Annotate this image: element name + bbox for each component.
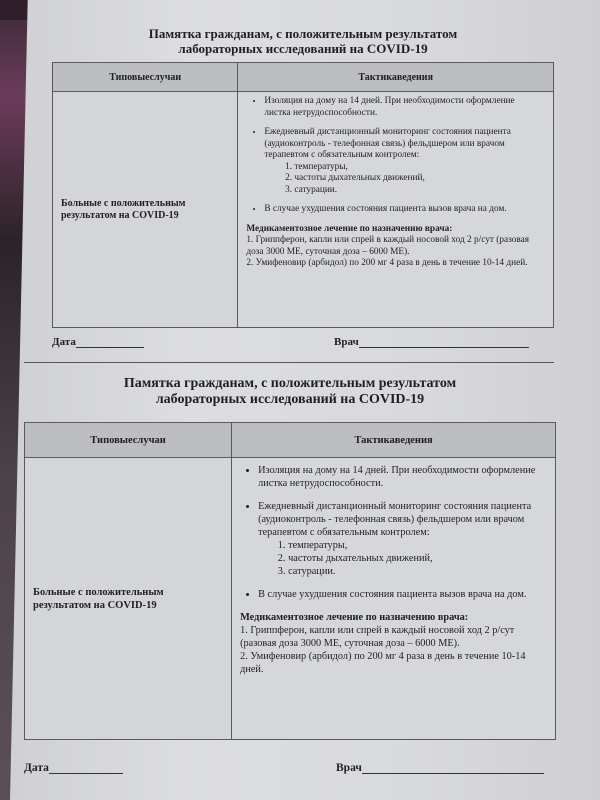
date-label: Дата xyxy=(24,762,49,774)
signature-row xyxy=(24,762,556,782)
tactic-worsening: • В случае ухудшения состояния пациента вызов врача на дом. xyxy=(258,588,545,601)
table-header-row xyxy=(53,63,554,92)
param-item: 2. частоты дыхательных движений, xyxy=(288,552,545,565)
header-case: Типовыеслучаи xyxy=(53,63,238,92)
monitoring-params xyxy=(258,539,545,578)
header-tactics: Тактикаведения xyxy=(238,63,554,92)
table-row xyxy=(53,92,554,328)
memo-title-line1: Памятка гражданам, с положительным результатом xyxy=(148,26,458,41)
case-cell: Больные с положительным результатом на COVID-19 xyxy=(53,92,238,328)
table-row xyxy=(25,458,556,740)
header-case: Типовыеслучаи xyxy=(25,423,232,458)
table-header-row xyxy=(25,423,556,458)
date-field xyxy=(52,336,144,348)
memo-title xyxy=(52,26,554,56)
memo-lower xyxy=(24,376,556,782)
tactic-monitoring-text: Ежедневный дистанционный мониторинг состояния пациента (аудиоконтроль - телефонная связь) фельдшером или врачом терапевтом с обязательным контролем: xyxy=(258,501,532,538)
memo-title xyxy=(24,376,556,408)
memo-upper xyxy=(52,26,554,356)
header-tactics: Тактикаведения xyxy=(232,423,556,458)
date-label: Дата xyxy=(52,336,76,348)
date-field xyxy=(24,762,123,774)
tactic-monitoring-text: Ежедневный дистанционный мониторинг состояния пациента (аудиоконтроль - телефонная связь) фельдшером или врачом терапевтом с обязательным контролем: xyxy=(264,127,511,160)
case-cell: Больные с положительным результатом на COVID-19 xyxy=(25,458,232,740)
medication-title: Медикаментозное лечение по назначению врача: xyxy=(246,223,453,234)
tactic-isolation: • Изоляция на дому на 14 дней. При необходимости оформление листка нетрудоспособности. xyxy=(258,464,545,490)
cut-line xyxy=(24,362,554,363)
doctor-label: Врач xyxy=(336,762,362,774)
medication-line: 1. Гриппферон, капли или спрей в каждый носовой ход 2 р/сут (разовая доза 3000 МЕ, суточная доза – 6000 МЕ). xyxy=(240,625,515,649)
signature-row xyxy=(52,336,554,356)
tactic-worsening: • В случае ухудшения состояния пациента вызов врача на дом. xyxy=(264,204,543,216)
tactic-isolation: • Изоляция на дому на 14 дней. При необходимости оформление листка нетрудоспособности. xyxy=(264,96,543,119)
doctor-field xyxy=(334,336,529,348)
param-item: 2. частоты дыхательных движений, xyxy=(294,173,543,185)
doctor-label: Врач xyxy=(334,336,359,348)
memo-title-line1: Памятка гражданам, с положительным результатом xyxy=(123,376,457,391)
doctor-field xyxy=(336,762,544,774)
tactics-cell xyxy=(232,458,556,740)
medication-line: 2. Умифеновир (арбидол) по 200 мг 4 раза в день в течение 10-14 дней. xyxy=(240,651,526,675)
memo-table xyxy=(52,62,554,328)
param-item: 3. сатурации. xyxy=(294,185,543,197)
medication-line: 1. Гриппферон, капли или спрей в каждый носовой ход 2 р/сут (разовая доза 3000 МЕ, суточная доза – 6000 МЕ). xyxy=(246,235,530,257)
param-item: 1. температуры, xyxy=(294,162,543,174)
medication-line: 2. Умифеновир (арбидол) по 200 мг 4 раза в день в течение 10-14 дней. xyxy=(246,258,528,268)
medication-title: Медикаментозное лечение по назначению врача: xyxy=(240,612,469,623)
tactic-monitoring xyxy=(258,500,545,578)
param-item: 3. сатурации. xyxy=(288,565,545,578)
doctor-underline xyxy=(362,763,544,774)
date-underline xyxy=(76,337,144,348)
tactics-list xyxy=(246,96,543,216)
date-underline xyxy=(49,763,123,774)
tactics-cell xyxy=(238,92,554,328)
tactic-monitoring xyxy=(264,127,543,196)
param-item: 1. температуры, xyxy=(288,539,545,552)
doctor-underline xyxy=(359,337,529,348)
tactics-list xyxy=(240,464,545,601)
memo-title-line2: лабораторных исследований на COVID-19 xyxy=(155,392,425,407)
memo-table xyxy=(24,422,556,740)
monitoring-params xyxy=(264,162,543,197)
memo-title-line2: лабораторных исследований на COVID-19 xyxy=(178,41,428,56)
